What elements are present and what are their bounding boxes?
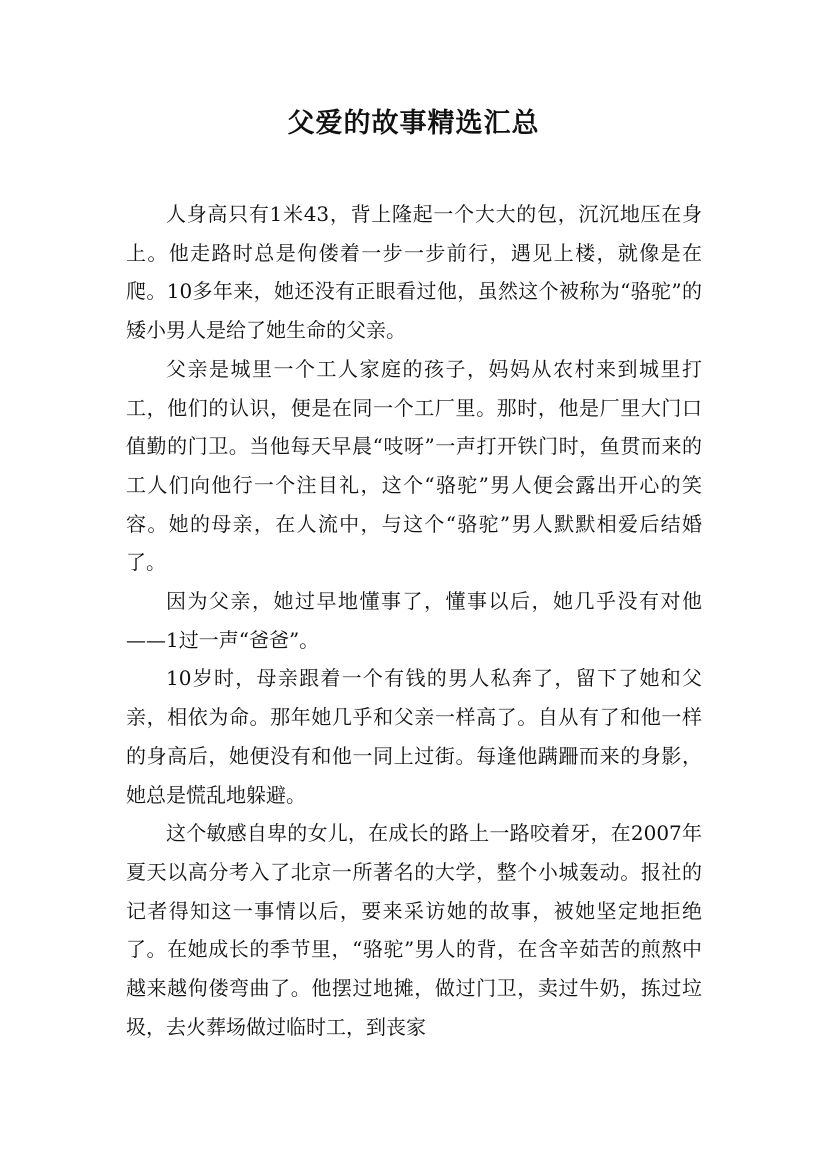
paragraph-1: 人身高只有1米43，背上隆起一个大大的包，沉沉地压在身上。他走路时总是佝偻着一步一步前行，遇见上楼，就像是在爬。10多年来，她还没有正眼看过他，虽然这个被称为“骆驼”的矮小男人是给了她生命的父亲。 [126, 202, 702, 343]
paragraph-5: 这个敏感自卑的女儿，在成长的路上一路咬着牙，在2007年夏天以高分考入了北京一所著名的大学，整个小城轰动。报社的记者得知这一事情以后，要来采访她的故事，被她坚定地拒绝了。在她成长的季节里，“骆驼”男人的背，在含辛茹苦的煎熬中越来越佝偻弯曲了。他摆过地摊，做过门卫，卖过牛奶，拣过垃圾，去火葬场做过临时工，到丧家 [126, 821, 702, 1039]
document-body [126, 195, 702, 1046]
paragraph-4: 10岁时，母亲跟着一个有钱的男人私奔了，留下了她和父亲，相依为命。那年她几乎和父亲一样高了。自从有了和他一样的身高后，她便没有和他一同上过街。每逢他蹒跚而来的身影，她总是慌乱地躲避。 [126, 666, 702, 807]
paragraph-2: 父亲是城里一个工人家庭的孩子，妈妈从农村来到城里打工，他们的认识，便是在同一个工厂里。那时，他是厂里大门口值勤的门卫。当他每天早晨“吱呀”一声打开铁门时，鱼贯而来的工人们向他行一个注目礼，这个“骆驼”男人便会露出开心的笑容。她的母亲，在人流中，与这个“骆驼”男人默默相爱后结婚了。 [126, 356, 702, 575]
document-title: 父爱的故事精选汇总 [287, 108, 540, 139]
paragraph-3: 因为父亲，她过早地懂事了，懂事以后，她几乎没有对他——1过一声“爸爸”。 [126, 589, 702, 652]
